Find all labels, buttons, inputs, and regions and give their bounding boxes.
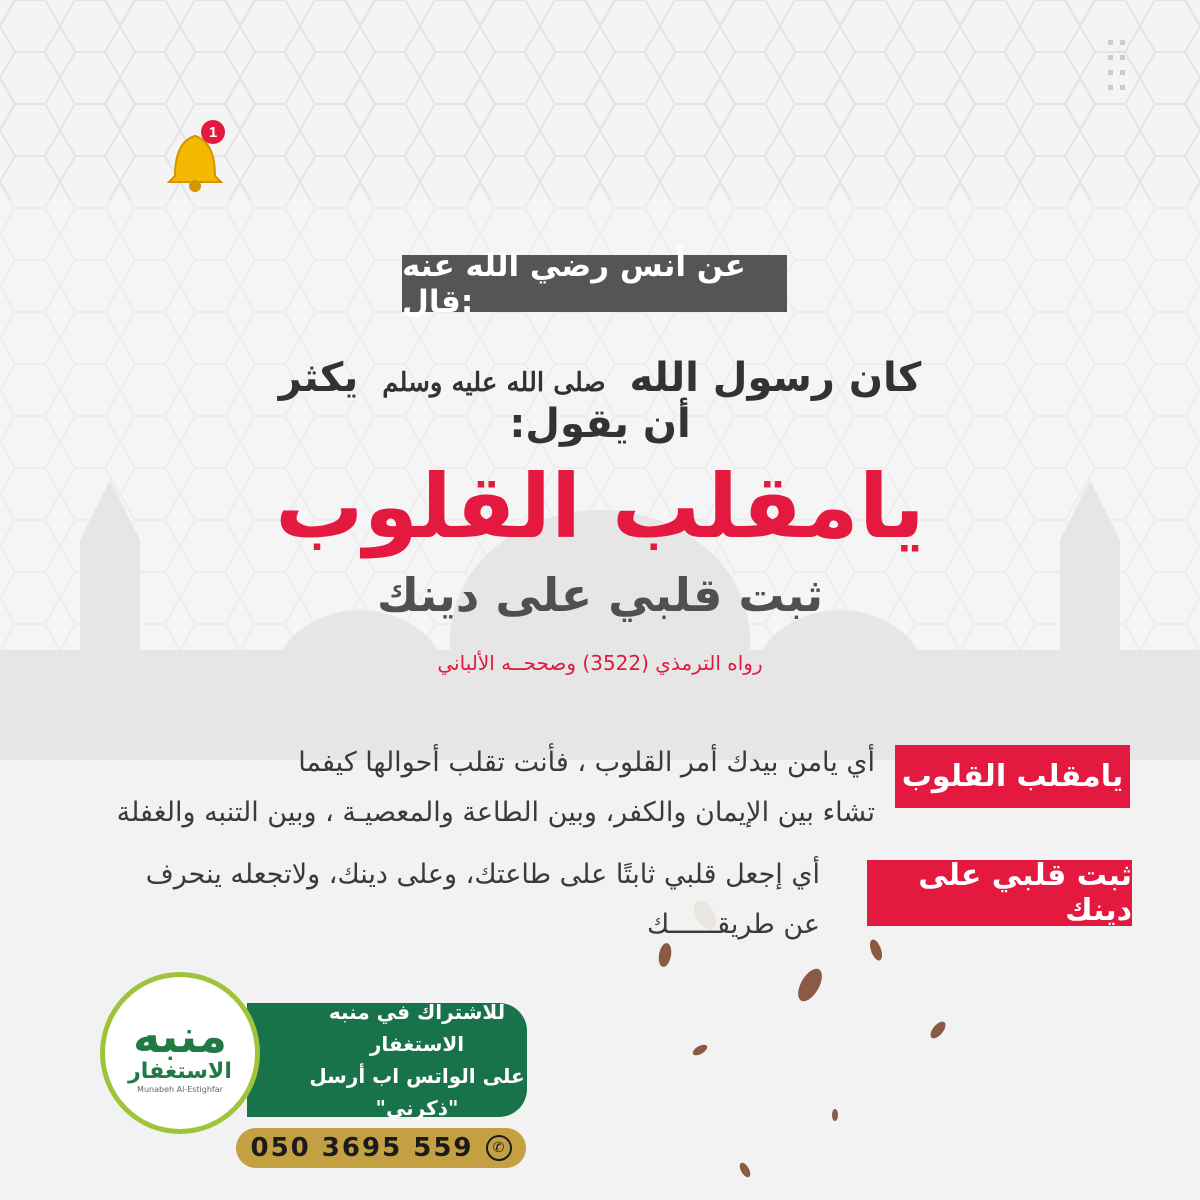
subscribe-cta <box>247 1000 527 1120</box>
salutation-calligraphy: صلى الله عليه وسلم <box>382 368 606 398</box>
logo-text-bottom: الاستغفار <box>128 1058 232 1084</box>
cta-line-2: على الواتس اب أرسل "ذكرني" <box>309 1064 525 1120</box>
notification-bell <box>163 118 231 196</box>
main-title: يامقلب القلوب <box>275 455 925 558</box>
intro-after: يكثر أن يقول: <box>278 355 691 447</box>
notification-count: 1 <box>208 124 218 141</box>
whatsapp-icon: ✆ <box>486 1135 512 1161</box>
explanation-tag-2: ثبت قلبي على دينك <box>867 860 1132 926</box>
logo-subtext: Munabeh Al-Estighfar <box>137 1084 223 1094</box>
bell-icon <box>163 118 231 196</box>
hadith-intro <box>270 355 930 447</box>
explanation-text-2 <box>80 850 820 950</box>
explanation-2-line-1: أي إجعل قلبي ثابتًا على طاعتك، وعلى دينك، ولاتجعله ينحرف <box>145 859 820 890</box>
logo-text-top: منبه <box>133 1008 227 1063</box>
narrator-heading: عن أنس رضي الله عنه قال: <box>402 255 787 312</box>
munabeh-logo <box>100 972 260 1134</box>
whatsapp-phone[interactable] <box>236 1128 526 1168</box>
cta-line-1: للاشتراك في منبه الاستغفار <box>328 1000 506 1056</box>
hadith-source: رواه الترمذي (3522) وصححــه الألباني <box>437 651 763 675</box>
explanation-2-line-2: عن طريقــــــك <box>646 909 820 940</box>
explanation-1-line-1: أي يامن بيدك أمر القلوب ، فأنت تقلب أحوالها كيفما <box>298 747 875 778</box>
explanation-1-line-2: تشاء بين الإيمان والكفر، وبين الطاعة والمعصيـة ، وبين التنبه والغفلة <box>116 797 875 828</box>
explanation-text-1 <box>80 738 875 838</box>
phone-number: 050 3695 559 <box>250 1133 474 1163</box>
subtitle: ثبت قلبي على دينك <box>376 568 824 622</box>
intro-before: كان رسول الله <box>629 355 922 401</box>
explanation-tag-1: يامقلب القلوب <box>895 745 1130 808</box>
